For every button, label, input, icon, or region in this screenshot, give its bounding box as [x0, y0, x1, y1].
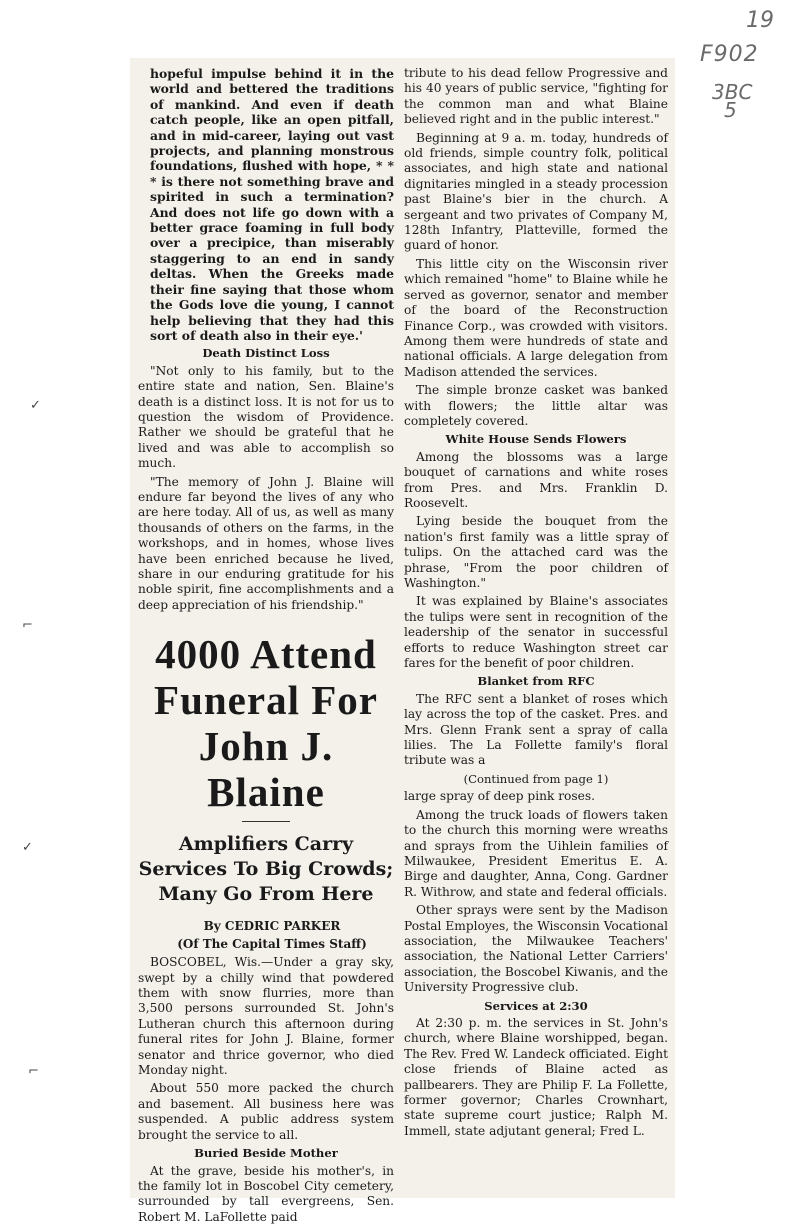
- quoted-passage: hopeful impulse behind it in the world and bettered the traditions of mankind. And even if death catch people, like an open pitfall, and in mid-career, laying out vast projects, and planning monstrous foundations, flushed with hope, * * * is there not something brave and spirited in such a termination? And does not life go down with a better grace foaming in full body over a precipice, than miserably staggering to an end in sandy deltas. When the Greeks made their fine saying that those whom the Gods love die young, I cannot help believing that they had this sort of death also in their eye.': [150, 66, 394, 343]
- divider: [242, 821, 290, 822]
- subhead-buried-beside-mother: Buried Beside Mother: [194, 1146, 338, 1161]
- subhead-services-at-230: Services at 2:30: [484, 998, 588, 1013]
- paragraph: At the grave, beside his mother's, in the family lot in Boscobel City cemetery, surrounded by tall evergreens, Sen. Robert M. LaFollette paid: [138, 1163, 394, 1224]
- paragraph: It was explained by Blaine's associates the tulips were sent in recognition of the leadership of the senator in successful efforts to reduce Washington street car fares for the benefit of poor children.: [404, 594, 668, 671]
- margin-mark: ✓: [30, 398, 41, 413]
- headline: 4000 Attend Funeral For John J. Blaine: [154, 631, 378, 816]
- subhead-blanket-from-rfc: Blanket from RFC: [477, 674, 595, 689]
- paragraph: "Not only to his family, but to the entire state and nation, Sen. Blaine's death is a distinct loss. It is not for us to question the wisdom of Providence. Rather we should be grateful that he lived and was able to accomplish so much.: [138, 363, 394, 471]
- paragraph: This little city on the Wisconsin river which remained "home" to Blaine while he served as governor, senator and member of the board of the Reconstruction Finance Corp., was crowded with visitors. Among them were hundreds of state and national officials. A large delegation from Madison attended the services.: [404, 256, 668, 379]
- pencil-annotation-item: 5: [724, 98, 737, 122]
- column-left: [138, 66, 394, 1228]
- paragraph: The RFC sent a blanket of roses which lay across the top of the casket. Pres. and Mrs. Glenn Frank sent a spray of calla lilies. The La Follette family's floral tribute was a: [404, 691, 668, 768]
- margin-mark: ⌐: [22, 618, 33, 633]
- paragraph: The simple bronze casket was banked with flowers; the little altar was completely covered.: [404, 383, 668, 428]
- pencil-annotation-page: 19: [746, 8, 774, 33]
- margin-mark: ✓: [22, 840, 33, 855]
- paragraph: "The memory of John J. Blaine will endure far beyond the lives of any who are here today. All of us, as well as many thousands of others on the farms, in the workshops, and in homes, whose lives have been enriched because he lived, share in our enduring gratitude for his noble spirit, fine accomplishments and a deep appreciation of his friendship.": [138, 474, 394, 612]
- paragraph: At 2:30 p. m. the services in St. John's church, where Blaine worshipped, began. The Rev. Fred W. Landeck officiated. Eight close friends of Blaine acted as pallbearers. They are Philip F. La Follette, former governor; Charles Crownhart, state supreme court justice; Ralph M. Immell, state adjutant general; Fred L.: [404, 1015, 668, 1138]
- continuation-note: (Continued from page 1): [463, 771, 609, 786]
- pencil-annotation-box: 3BC: [712, 80, 753, 104]
- paragraph: large spray of deep pink roses.: [404, 789, 595, 804]
- byline-affiliation: (Of The Capital Times Staff): [177, 937, 367, 952]
- column-right: [404, 66, 668, 1142]
- paragraph: BOSCOBEL, Wis.—Under a gray sky, swept by a chilly wind that powdered them with snow flurries, more than 3,500 persons surrounded St. John's Lutheran church this afternoon during funeral rites for John J. Blaine, former senator and thrice governor, who died Monday night.: [138, 955, 394, 1078]
- paragraph: Among the blossoms was a large bouquet of carnations and white roses from Pres. and Mrs. Franklin D. Roosevelt.: [404, 449, 668, 510]
- deck-headline: Amplifiers Carry Services To Big Crowds; Many Go From Here: [138, 833, 394, 906]
- paragraph: Beginning at 9 a. m. today, hundreds of old friends, simple country folk, political associates, and high state and national dignitaries mingled in a steady procession past Blaine's bier in the church. A sergeant and two privates of Company M, 128th Infantry, Platteville, formed the guard of honor.: [404, 130, 668, 253]
- paragraph: tribute to his dead fellow Progressive and his 40 years of public service, "fighting for the common man and what Blaine believed right and in the public interest.": [404, 66, 668, 127]
- paragraph: About 550 more packed the church and basement. All business here was suspended. A public address system brought the service to all.: [138, 1081, 394, 1142]
- paragraph: Lying beside the bouquet from the nation's first family was a little spray of tulips. On the attached card was the phrase, "From the poor children of Washington.": [404, 514, 668, 590]
- margin-mark: ⌐: [28, 1064, 39, 1079]
- subhead-white-house-sends-flowers: White House Sends Flowers: [445, 432, 627, 447]
- byline: By CEDRIC PARKER: [203, 919, 341, 934]
- paragraph: Among the truck loads of flowers taken to the church this morning were wreaths and sprays from the Uihlein families of Milwaukee, President Emeritus E. A. Birge and daughter, Anna, Cong. Gardner R. Withrow, and state and federal officials.: [404, 807, 668, 899]
- pencil-annotation-folder: F902: [700, 42, 759, 67]
- subhead-death-distinct-loss: Death Distinct Loss: [202, 346, 330, 361]
- paragraph: Other sprays were sent by the Madison Postal Employes, the Wisconsin Vocational association, the Milwaukee Teachers' association, the National Letter Carriers' association, the Boscobel Kiwanis, and the University Progressive club.: [404, 903, 668, 995]
